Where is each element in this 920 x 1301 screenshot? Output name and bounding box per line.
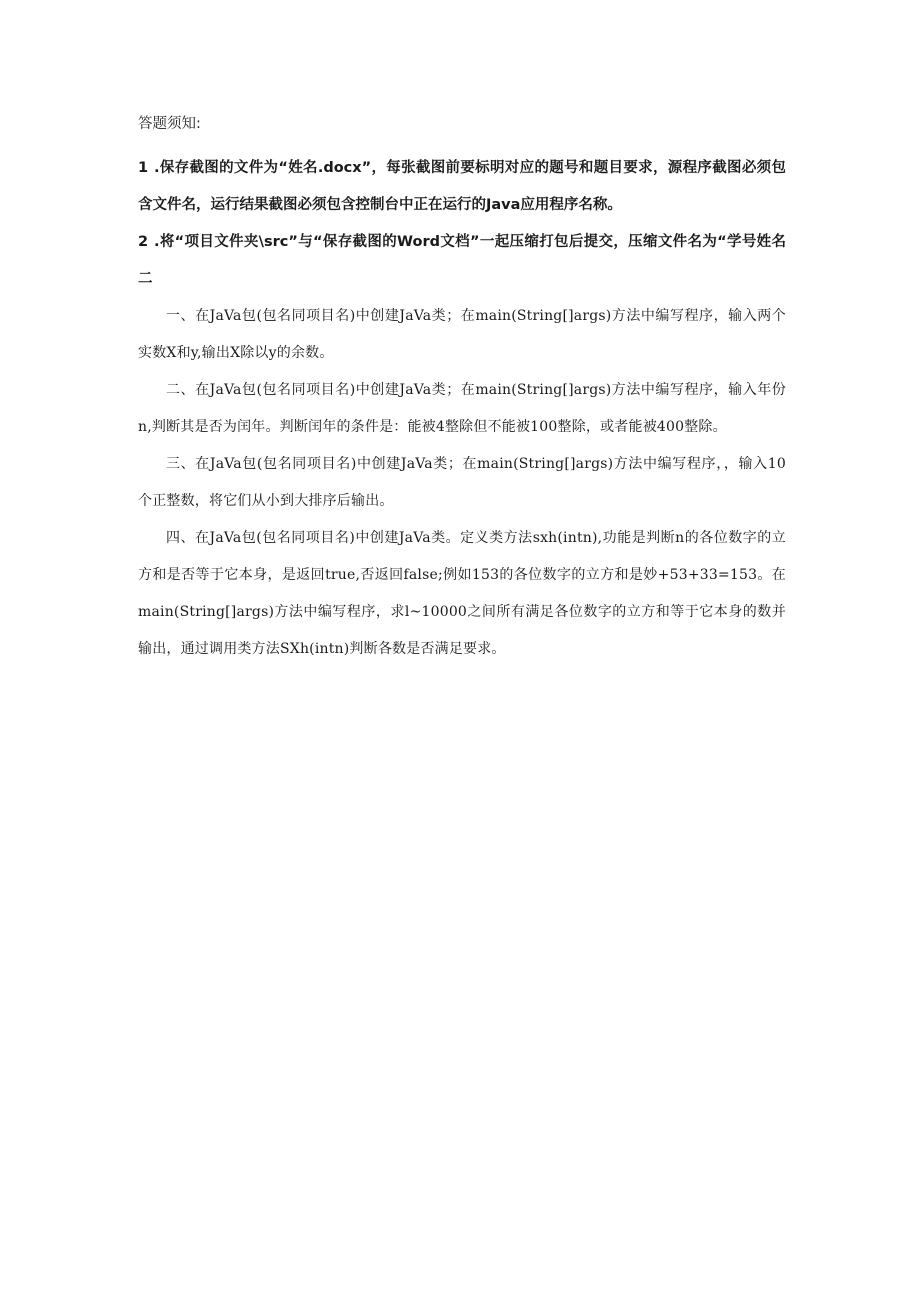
task-3: 三、在JaVa包(包名同项目名)中创建JaVa类；在main(String[]args)方法中编写程序，，输入10个正整数，将它们从小到大排序后输出。 <box>138 456 786 509</box>
task-2: 二、在JaVa包(包名同项目名)中创建JaVa类；在main(String[]args)方法中编写程序，输入年份n,判断其是否为闰年。判断闰年的条件是：能被4整除但不能被100整除，或者能被400整除。 <box>138 382 786 435</box>
notice-text: .保存截图的文件为“姓名.docx”，每张截图前要标明对应的题号和题目要求，源程序截图必须包含文件名，运行结果截图必须包含控制台中正在运行的Java应用程序名称。 <box>138 160 786 213</box>
notice-heading: 答题须知: <box>138 116 201 132</box>
task-4: 四、在JaVa包(包名同项目名)中创建JaVa类。定义类方法sxh(intn),功能是判断n的各位数字的立方和是否等于它本身，是返回true,否返回false;例如153的各位数字的立方和是妙+53+33=153。在main(String[]args)方法中编写程序，求l~10000之间所有满足各位数字的立方和等于它本身的数并输出，通过调用类方法SXh(intn)判断各数是否满足要求。 <box>138 530 786 657</box>
notice-item-2 <box>138 224 786 298</box>
task-1: 一、在JaVa包(包名同项目名)中创建JaVa类；在main(String[]args)方法中编写程序，输入两个实数X和y,输出X除以y的余数。 <box>138 308 786 361</box>
notice-item-1 <box>138 150 786 224</box>
notice-number: 2 <box>138 234 149 250</box>
notice-text: .将“项目文件夹\src”与“保存截图的Word文档”一起压缩打包后提交，压缩文件名为“学号姓名二 <box>138 234 786 287</box>
document-body <box>138 114 786 668</box>
notice-number: 1 <box>138 160 149 176</box>
